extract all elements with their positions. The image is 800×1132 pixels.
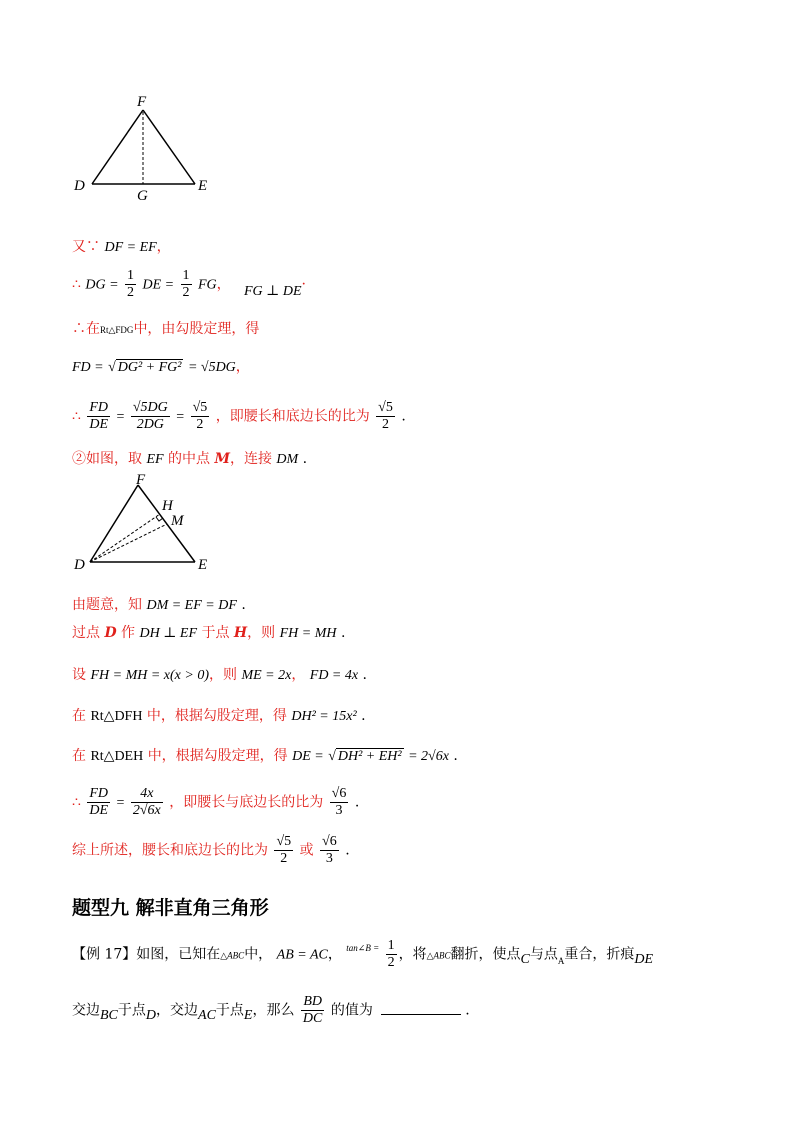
- line-11: 在 Rt△DEH 中，根据勾股定理，得 DE = √ DH² + EH² = 2√6x .: [72, 748, 458, 764]
- label-h: H: [162, 498, 173, 514]
- label-g: G: [137, 188, 148, 200]
- fraction-r5-2b: $\frac{√5}{2}$: [378, 400, 393, 432]
- figure-triangle-dfe: [70, 90, 230, 200]
- fraction-4x: $\frac{4x}{2√6x}$: [132, 786, 161, 818]
- fraction-fd-de-2: $\frac{FD}{DE}$: [89, 786, 109, 818]
- label-m: M: [171, 513, 184, 529]
- fraction-r6-3: $\frac{√6}{3}$: [331, 786, 347, 818]
- line-12: ∴ $\frac{FD}{DE}$ = $\frac{4x}{2√6x}$ ，即腰长与底边长的比为 $\frac{√6}{3}$ .: [72, 786, 360, 818]
- line-6: ②如图，取 EF 的中点 M，连接 DM .: [72, 451, 308, 467]
- example-line-1: 【例 17】如图，已知在△ABC中， AB = AC， $^{tan\angle B =}$ $\frac{1}{2}$ ，将△ABC翻折，使点C与点$_A$重合，折痕DE: [72, 938, 654, 970]
- fraction-r5dg: $\frac{√5DG}{2DG}$: [132, 400, 168, 432]
- label-d: D: [74, 178, 85, 194]
- line-9: 设 FH = MH = x(x > 0)，则 ME = 2x， FD = 4x .: [72, 667, 367, 683]
- fraction-half-2: $\frac{1}{2}$: [182, 268, 190, 300]
- line-13: 综上所述，腰长和底边长的比为 $\frac{√5}{2}$ 或 $\frac{√6}{3}$ .: [72, 834, 350, 866]
- fraction-tan: $\frac{1}{2}$: [387, 938, 395, 970]
- fraction-r5-2c: $\frac{√5}{2}$: [276, 834, 292, 866]
- fraction-half-1: $\frac{1}{2}$: [127, 268, 134, 300]
- fraction-bd-dc: $\frac{BD}{DC}$: [302, 994, 323, 1026]
- example-line-2: 交边BC于点D，交边AC于点E，那么 $\frac{BD}{DC}$ 的值为 .: [72, 994, 470, 1026]
- line-7: 由题意，知 DM = EF = DF .: [72, 597, 246, 613]
- line-3: ∴在Rt△FDG中，由勾股定理，得: [72, 321, 260, 337]
- label-f: F: [137, 94, 147, 110]
- fraction-fd-de: $\frac{FD}{DE}$: [89, 400, 109, 432]
- section-heading: 题型九 解非直角三角形: [72, 897, 269, 919]
- line-10: 在 Rt△DFH 中，根据勾股定理，得 DH² = 15x² .: [72, 708, 366, 724]
- figure-triangle-dfe-midpoint: [70, 470, 230, 580]
- label-e: E: [198, 178, 208, 194]
- label-f2: F: [136, 472, 146, 488]
- line-2: ∴ DG = $\frac{1}{2}$ DE = $\frac{1}{2}$ FG， FG ⊥ DE·: [72, 268, 306, 300]
- line-8: 过点 D 作 DH ⊥ EF 于点 H，则 FH = MH .: [72, 625, 346, 641]
- answer-blank[interactable]: [381, 1002, 461, 1015]
- fraction-r6-3b: $\frac{√6}{3}$: [322, 834, 337, 866]
- label-d2: D: [74, 557, 85, 573]
- line-5: ∴ $\frac{FD}{DE}$ = $\frac{√5DG}{2DG}$ = $\frac{√5}{2}$ ，即腰长和底边长的比为 $\frac{√5}{2}$ .: [72, 400, 406, 432]
- line-4: FD = √ DG² + FG² = √5DG，: [72, 359, 250, 375]
- fraction-r5-2: $\frac{√5}{2}$: [192, 400, 208, 432]
- label-e2: E: [198, 557, 208, 573]
- line-1: 又∵ DF = EF，: [72, 239, 171, 255]
